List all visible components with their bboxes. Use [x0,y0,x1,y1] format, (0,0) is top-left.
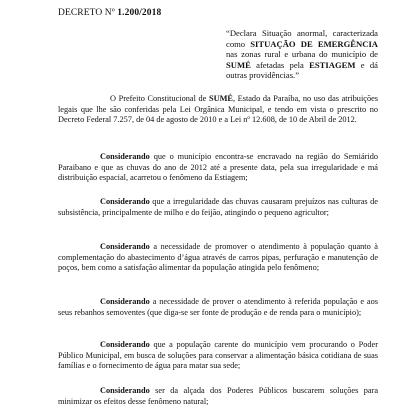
considerando-lead: Considerando [100,386,150,395]
decree-ementa [226,28,378,81]
considerando-paragraph [58,340,378,372]
ementa-bold-sume: SUMÉ [226,59,251,70]
preamble-text-2: , Estado da Paraíba, no uso das atribuições legais que lhe são conferidas pela Lei Orgânica Municipal, e tendo em vista o prescrito no Decreto Federal 7.257, de 04 de agosto de 2010 e a Lei nº 12.608, de 10 de Abril de 2012. [58,94,379,125]
ementa-text-4: e dá outras providências.” [226,59,378,81]
considerando-lead: Considerando [100,242,150,251]
considerando-text: que o município encontra-se encravado na região do Semiárido Paraibano e que as chuvas do ano de 2012 até a presente data, pela sua irregularidade e má distribuição espacial, acarretou o fenômeno da Estiagem; [58,152,378,183]
considerando-lead: Considerando [100,152,150,161]
considerando-lead: Considerando [100,297,150,306]
preamble-paragraph [58,94,378,126]
considerando-text: a necessidade de prover o atendimento à referida população e aos seus rebanhos semoventes (que diga-se ser fonte de produção e de renda para o município); [58,297,378,317]
considerando-paragraph [58,297,378,318]
considerando-paragraph [58,197,378,218]
ementa-bold-estiagem: ESTIAGEM [309,59,356,70]
ementa-text-1: “Declara Situação anormal, caracterizada como [226,28,378,49]
ementa-text-2: nas zonas rural e urbana do município de [226,49,378,60]
preamble-text-1: O Prefeito Constitucional de [110,94,209,103]
decree-header [58,8,161,18]
considerando-paragraph [58,242,378,274]
considerando-paragraph [58,386,378,407]
considerando-text: que a população carente do município vem procurando o Poder Público Municipal, em busca de soluções para conservar a alimentação básica cotidiana de suas famílias e o fornecimento de água para matar sua sede; [58,340,378,371]
decree-prefix: DECRETO Nº [58,8,118,18]
ementa-text-3: afetadas pela [250,59,310,70]
considerando-lead: Considerando [100,340,150,349]
decree-number: 1.200/2018 [117,8,162,18]
considerando-text: que a irregularidade das chuvas causaram prejuízos nas culturas de subsistência, principalmente de milho e do feijão, atingindo o pequeno agricultor; [58,197,378,217]
considerando-text: ser da alçada dos Poderes Públicos buscarem soluções para minimizar os efeitos desse fenômeno natural; [58,386,378,406]
ementa-bold-emergency: SITUAÇÃO DE EMERGÊNCIA [250,38,378,49]
considerando-paragraph [58,152,378,184]
preamble-bold-sume: SUMÉ [208,94,233,103]
considerando-lead: Considerando [100,197,150,206]
considerando-text: a necessidade de promover o atendimento à população quanto à complementação do abastecimento d’água através de carros pipas, perfuração e manutenção de poços, bem como a satisfação alimentar da população atingida pelo fenômeno; [58,242,378,273]
